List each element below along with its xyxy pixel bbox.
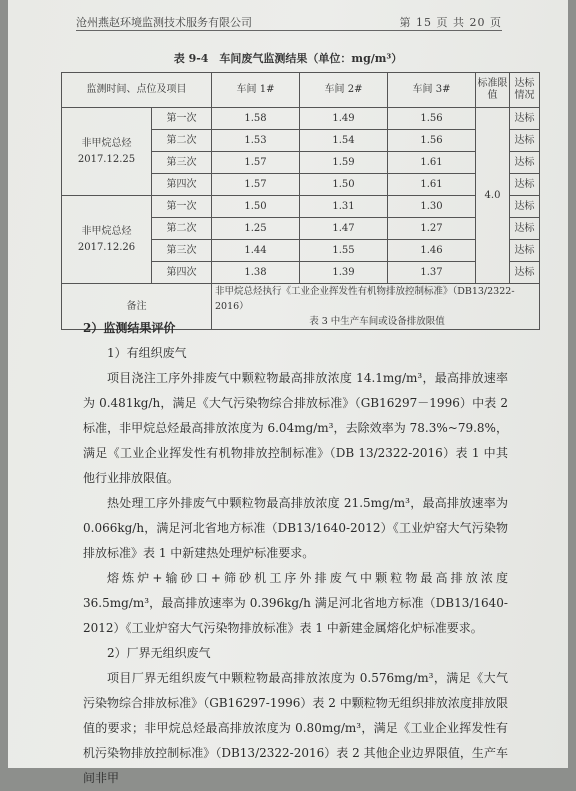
- company-name: 沧州燕赵环境监测技术服务有限公司: [76, 16, 252, 29]
- row-value-2: 1.39: [300, 262, 388, 284]
- row-value-3: 1.30: [388, 196, 476, 218]
- note-label: 备注: [62, 284, 212, 330]
- section-heading: 2）监测结果评价: [83, 321, 176, 335]
- header-limit: 标准限值: [476, 73, 510, 108]
- note-line-2: 表 3 中生产车间或设备排放限值: [309, 316, 445, 327]
- row-time: 第二次: [152, 218, 212, 240]
- row-value-3: 1.61: [388, 152, 476, 174]
- evaluation-section: [83, 316, 508, 791]
- group-label-2: 非甲烷总烃 2017.12.26: [62, 196, 152, 284]
- row-status: 达标: [510, 130, 540, 152]
- row-status: 达标: [510, 262, 540, 284]
- row-status: 达标: [510, 240, 540, 262]
- paragraph: 熔炼炉+输砂口+筛砂机工序外排废气中颗粒物最高排放浓度 36.5mg/m³，最高排放速率为 0.396kg/h 满足河北省地方标准（DB13/1640-2012）《工业炉窑大气污染物排放标准》表 1 中新建金属熔化炉标准要求。: [83, 571, 508, 635]
- row-status: 达标: [510, 218, 540, 240]
- header-status: 达标情况: [510, 73, 540, 108]
- row-value-3: 1.56: [388, 108, 476, 130]
- monitoring-results-table: [61, 72, 540, 330]
- row-value-1: 1.38: [212, 262, 300, 284]
- row-value-2: 1.47: [300, 218, 388, 240]
- row-value-1: 1.58: [212, 108, 300, 130]
- row-value-1: 1.53: [212, 130, 300, 152]
- row-time: 第三次: [152, 152, 212, 174]
- row-value-2: 1.31: [300, 196, 388, 218]
- group-label-1: 非甲烷总烃 2017.12.25: [62, 108, 152, 196]
- row-status: 达标: [510, 152, 540, 174]
- note-line-1: 非甲烷总烃执行《工业企业挥发性有机物排放控制标准》（DB13/2322-2016）: [215, 286, 515, 312]
- table-row: [62, 196, 540, 218]
- page-number: 第 15 页 共 20 页: [399, 16, 502, 29]
- row-value-3: 1.27: [388, 218, 476, 240]
- row-time: 第四次: [152, 174, 212, 196]
- row-value-3: 1.61: [388, 174, 476, 196]
- row-value-2: 1.55: [300, 240, 388, 262]
- row-value-1: 1.44: [212, 240, 300, 262]
- paragraph: 热处理工序外排废气中颗粒物最高排放浓度 21.5mg/m³，最高排放速率为 0.066kg/h，满足河北省地方标准（DB13/1640-2012）《工业炉窑大气污染物排放标准》表 1 中新建热处理炉标准要求。: [83, 496, 508, 560]
- row-time: 第一次: [152, 196, 212, 218]
- paragraph: 项目浇注工序外排废气中颗粒物最高排放浓度 14.1mg/m³，最高排放速率为 0.481kg/h，满足《大气污染物综合排放标准》（GB16297－1996）中表 2 标准，非甲烷总烃最高排放浓度为 6.04mg/m³，去除效率为 78.3%~79.8%，满足《工业企业挥发性有机物排放控制标准》（DB 13/2322-2016）表 1 中其他行业排放限值。: [83, 371, 508, 485]
- row-time: 第二次: [152, 130, 212, 152]
- limit-value: 4.0: [476, 108, 510, 284]
- subheading-organized: 1）有组织废气: [107, 346, 187, 360]
- paragraph: 项目厂界无组织废气中颗粒物最高排放浓度为 0.576mg/m³，满足《大气污染物综合排放标准》（GB16297-1996）表 2 中颗粒物无组织排放浓度排放限值的要求；非甲烷总烃最高排放浓度为 0.80mg/m³，满足《工业企业挥发性有机污染物排放控制标准》（DB13/2322-2016）表 2 其他企业边界限值，生产车间非甲: [83, 671, 508, 785]
- row-value-3: 1.56: [388, 130, 476, 152]
- table-row: [62, 108, 540, 130]
- row-time: 第四次: [152, 262, 212, 284]
- row-time: 第三次: [152, 240, 212, 262]
- row-value-1: 1.25: [212, 218, 300, 240]
- row-value-1: 1.57: [212, 174, 300, 196]
- row-status: 达标: [510, 196, 540, 218]
- row-status: 达标: [510, 174, 540, 196]
- row-value-1: 1.57: [212, 152, 300, 174]
- row-value-1: 1.50: [212, 196, 300, 218]
- row-value-2: 1.59: [300, 152, 388, 174]
- header-workshop-1: 车间 1#: [212, 73, 300, 108]
- row-value-3: 1.46: [388, 240, 476, 262]
- table-title: 表 9-4 车间废气监测结果（单位：mg/m³）: [173, 52, 403, 65]
- row-status: 达标: [510, 108, 540, 130]
- header-workshop-2: 车间 2#: [300, 73, 388, 108]
- header-workshop-3: 车间 3#: [388, 73, 476, 108]
- table-header-row: [62, 73, 540, 108]
- header-item: 监测时间、点位及项目: [62, 73, 212, 108]
- subheading-unorganized: 2）厂界无组织废气: [107, 646, 211, 660]
- document-page: [8, 0, 568, 785]
- row-value-2: 1.50: [300, 174, 388, 196]
- page-header: [76, 12, 502, 31]
- row-value-2: 1.49: [300, 108, 388, 130]
- row-time: 第一次: [152, 108, 212, 130]
- row-value-3: 1.37: [388, 262, 476, 284]
- row-value-2: 1.54: [300, 130, 388, 152]
